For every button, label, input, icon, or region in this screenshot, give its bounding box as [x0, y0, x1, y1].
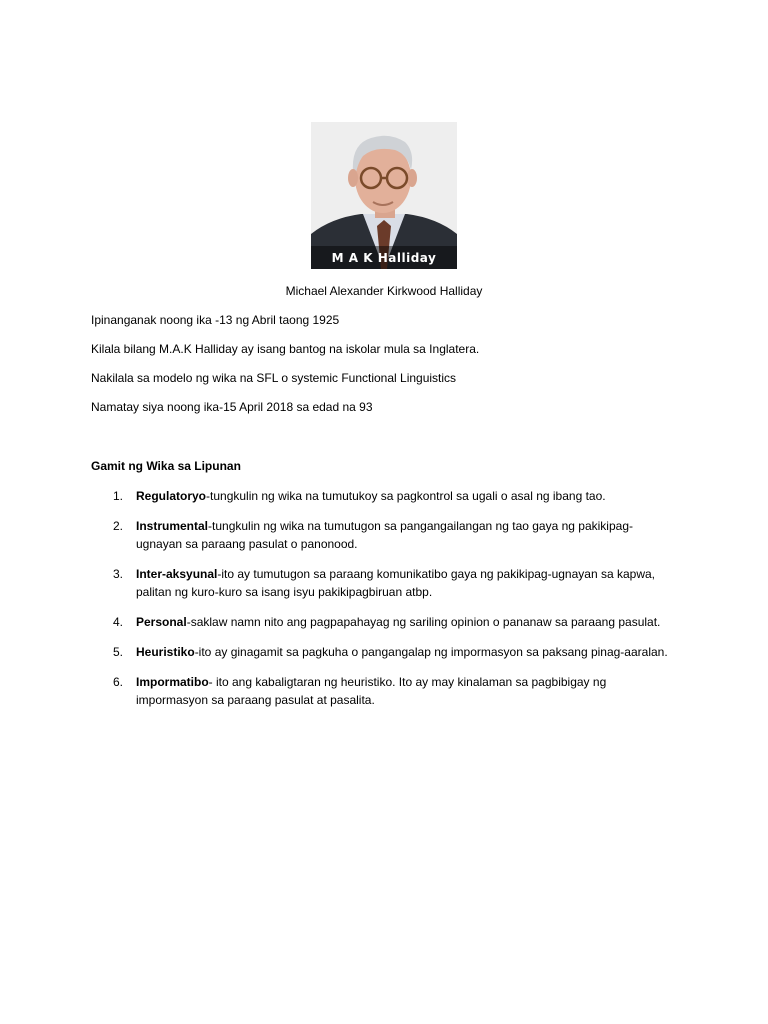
list-item: [113, 565, 673, 601]
list-item: [113, 517, 673, 553]
list-number: 1.: [113, 489, 124, 503]
list-term: Instrumental: [136, 519, 209, 533]
list-item: [113, 643, 673, 661]
fact-model: Nakilala sa modelo ng wika na SFL o systemic Functional Linguistics: [91, 371, 457, 385]
list-number: 6.: [113, 675, 124, 689]
person-name: Michael Alexander Kirkwood Halliday: [285, 284, 483, 298]
photo-caption: M A K Halliday: [331, 251, 437, 265]
list-item: [113, 613, 673, 631]
portrait-photo: [311, 122, 457, 269]
list-term: Personal: [136, 615, 187, 629]
list-text: -saklaw namn nito ang pagpapahayag ng sariling opinion o pananaw sa paraang pasulat.: [186, 615, 661, 629]
section-title: Gamit ng Wika sa Lipunan: [91, 459, 241, 473]
list-text: -tungkulin ng wika na tumutugon sa pangangailangan ng tao gaya ng pakikipag-ugnayan sa paraang pasulat o panonood.: [136, 519, 633, 551]
language-uses-list: [113, 487, 673, 721]
list-text: -ito ay tumutugon sa paraang komunikatibo gaya ng pakikipag-ugnayan sa kapwa, palitan ng kuro-kuro sa isang isyu pakikipagbiruan atbp.: [136, 567, 655, 599]
list-text: -tungkulin ng wika na tumutukoy sa pagkontrol sa ugali o asal ng ibang tao.: [206, 489, 606, 503]
list-number: 5.: [113, 645, 124, 659]
list-term: Impormatibo: [136, 675, 209, 689]
fact-birth: Ipinanganak noong ika -13 ng Abril taong 1925: [91, 313, 340, 327]
list-number: 3.: [113, 567, 124, 581]
list-term: Regulatoryo: [136, 489, 207, 503]
list-text: - ito ang kabaligtaran ng heuristiko. Ito ay may kinalaman sa pagbibigay ng impormasyon sa paraang pasulat at pasalita.: [136, 675, 607, 707]
list-number: 2.: [113, 519, 124, 533]
list-number: 4.: [113, 615, 124, 629]
list-term: Heuristiko: [136, 645, 195, 659]
list-term: Inter-aksyunal: [136, 567, 218, 581]
portrait-illustration: [311, 122, 457, 269]
list-item: [113, 673, 673, 709]
fact-death: Namatay siya noong ika-15 April 2018 sa edad na 93: [91, 400, 373, 414]
list-text: -ito ay ginagamit sa pagkuha o pangangalap ng impormasyon sa paksang pinag-aaralan.: [194, 645, 668, 659]
list-item: [113, 487, 673, 505]
fact-known-as: Kilala bilang M.A.K Halliday ay isang bantog na iskolar mula sa Inglatera.: [91, 342, 480, 356]
